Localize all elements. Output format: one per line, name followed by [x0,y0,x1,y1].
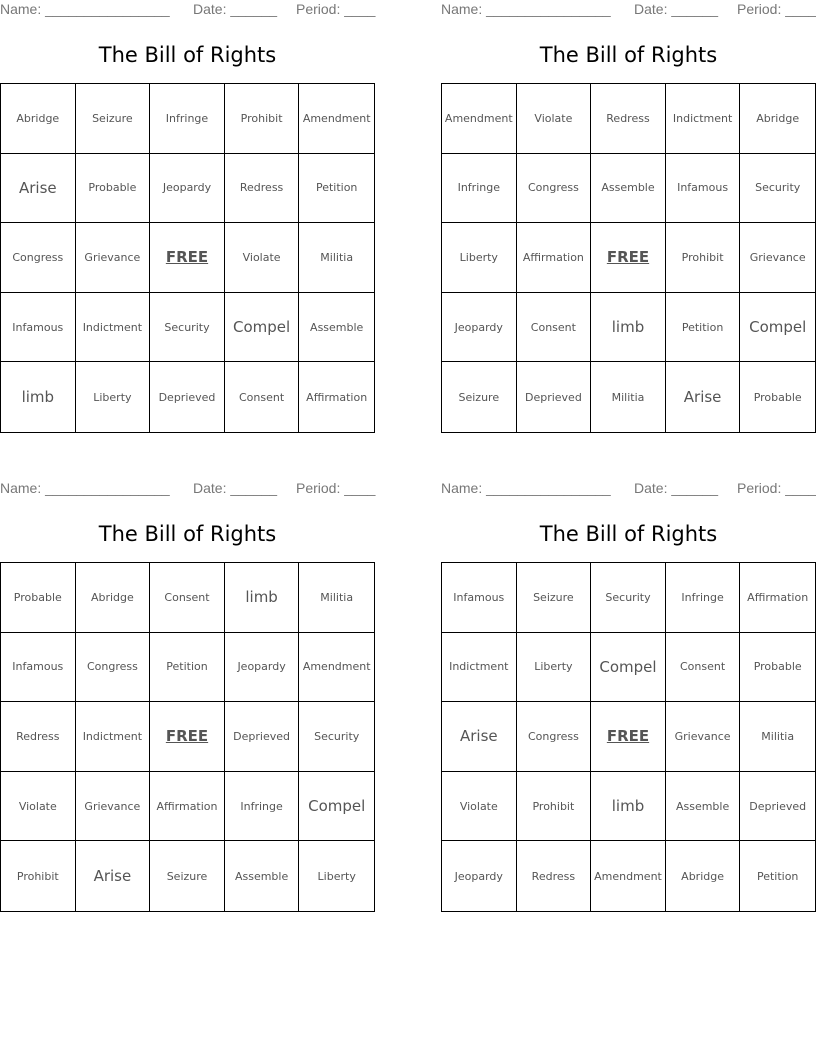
bingo-cell[interactable]: Violate [225,223,300,293]
bingo-cell[interactable]: Consent [666,633,741,703]
bingo-cell[interactable]: Seizure [76,84,151,154]
bingo-grid [0,562,375,912]
bingo-cell[interactable]: Infringe [666,563,741,633]
bingo-cell[interactable]: Compel [299,772,374,842]
bingo-cell[interactable]: Redress [517,841,592,911]
bingo-cell[interactable]: Congress [517,154,592,224]
bingo-cell[interactable]: Redress [1,702,76,772]
period-field[interactable]: Period: ____ [737,1,816,17]
bingo-cell[interactable]: Infamous [666,154,741,224]
bingo-cell[interactable]: Compel [740,293,815,363]
bingo-cell[interactable]: Infringe [442,154,517,224]
bingo-cell[interactable]: Consent [225,362,300,432]
date-field[interactable]: Date: ______ [634,480,719,496]
bingo-cell[interactable]: Infringe [225,772,300,842]
bingo-cell[interactable]: Liberty [317,869,356,883]
bingo-cell[interactable]: Jeopardy [150,154,225,224]
bingo-cell[interactable]: Militia [299,563,374,633]
bingo-cell[interactable]: Infringe [150,84,225,154]
bingo-cell[interactable]: Petition [666,293,741,363]
bingo-cell[interactable]: limb [591,772,666,842]
bingo-cell[interactable]: Prohibit [666,223,741,293]
bingo-cell[interactable]: Indictment [76,293,151,363]
bingo-cell[interactable]: Abridge [740,84,815,154]
bingo-cell[interactable]: Petition [756,869,799,883]
bingo-cell[interactable]: Probable [740,633,815,703]
bingo-cell[interactable]: Infamous [442,563,517,633]
bingo-cell[interactable]: Deprieved [517,362,592,432]
bingo-cell[interactable]: Abridge [76,563,151,633]
bingo-cell[interactable]: Amendment [591,841,666,911]
name-field[interactable]: Name: ________________ [441,480,611,496]
bingo-cell[interactable]: Security [299,702,374,772]
bingo-cell[interactable]: Assemble [666,772,741,842]
bingo-cell[interactable]: Security [150,293,225,363]
bingo-cell[interactable]: Assemble [225,841,300,911]
bingo-cell[interactable]: Jeopardy [442,841,517,911]
bingo-cell[interactable]: Grievance [740,223,815,293]
bingo-cell[interactable]: Abridge [666,841,741,911]
period-field[interactable]: Period: ____ [296,480,376,496]
bingo-cell[interactable]: Prohibit [225,84,300,154]
bingo-cell[interactable]: Assemble [591,154,666,224]
bingo-cell[interactable]: Grievance [76,223,151,293]
name-field[interactable]: Name: ________________ [0,1,170,17]
bingo-cell[interactable]: Amendment [299,84,374,154]
bingo-cell[interactable]: Security [591,563,666,633]
bingo-cell[interactable]: Militia [299,223,374,293]
bingo-cell[interactable]: Compel [591,633,666,703]
card-title: The Bill of Rights [539,43,718,67]
bingo-cell[interactable]: Consent [517,293,592,363]
bingo-cell[interactable]: Grievance [666,702,741,772]
bingo-cell[interactable]: Indictment [666,84,741,154]
bingo-cell[interactable]: Amendment [442,84,517,154]
date-field[interactable]: Date: ______ [634,1,719,17]
bingo-cell[interactable]: Redress [225,154,300,224]
bingo-cell[interactable]: Prohibit [1,841,76,911]
student-info-header [441,1,816,19]
bingo-cell[interactable]: Arise [666,362,741,432]
bingo-cell[interactable]: Arise [1,154,76,224]
bingo-cell[interactable]: Congress [76,633,151,703]
bingo-cell[interactable]: Arise [76,841,151,911]
bingo-cell[interactable]: Violate [1,772,76,842]
bingo-cell[interactable]: Liberty [442,223,517,293]
bingo-cell[interactable]: Consent [150,563,225,633]
bingo-grid [441,562,816,912]
name-field[interactable]: Name: ________________ [0,480,170,496]
free-space[interactable]: FREE [591,702,666,772]
card-title: The Bill of Rights [98,43,277,67]
student-info-header [0,1,380,19]
bingo-cell[interactable]: limb [225,563,300,633]
bingo-cell[interactable]: Prohibit [517,772,592,842]
bingo-cell[interactable]: Jeopardy [225,633,300,703]
card-title: The Bill of Rights [98,522,277,546]
bingo-cell[interactable]: Petition [150,633,225,703]
period-field[interactable]: Period: ____ [296,1,376,17]
bingo-cell[interactable]: Affirmation [517,223,592,293]
bingo-cell[interactable]: Deprieved [225,702,300,772]
bingo-cell[interactable]: Congress [517,702,592,772]
bingo-cell[interactable]: Indictment [76,702,151,772]
bingo-cell[interactable]: Indictment [442,633,517,703]
bingo-cell[interactable]: limb [591,293,666,363]
bingo-cell[interactable]: Seizure [517,563,592,633]
bingo-cell[interactable]: Affirmation [150,772,225,842]
bingo-grid [441,83,816,433]
bingo-cell[interactable]: Militia [740,702,815,772]
bingo-cell[interactable]: Seizure [150,841,225,911]
date-field[interactable]: Date: ______ [193,1,278,17]
bingo-cell[interactable]: limb [1,362,76,432]
bingo-cell[interactable]: Security [740,154,815,224]
bingo-cell[interactable]: Jeopardy [442,293,517,363]
bingo-grid [0,83,375,433]
bingo-cell[interactable]: Liberty [76,362,151,432]
card-title: The Bill of Rights [539,522,718,546]
bingo-cell[interactable]: Infamous [1,633,76,703]
bingo-cell[interactable]: Violate [517,84,592,154]
free-space[interactable]: FREE [150,223,225,293]
bingo-cell[interactable]: Petition [299,154,374,224]
bingo-cell[interactable]: Arise [442,702,517,772]
bingo-cell[interactable]: Assemble [299,293,374,363]
bingo-cell[interactable]: Violate [442,772,517,842]
bingo-cell[interactable]: Probable [76,154,151,224]
bingo-cell[interactable]: Grievance [76,772,151,842]
bingo-cell[interactable]: Compel [225,293,300,363]
bingo-cell[interactable]: Deprieved [150,362,225,432]
bingo-cell[interactable]: Deprieved [740,772,815,842]
period-field[interactable]: Period: ____ [737,480,816,496]
bingo-cell[interactable]: Probable [753,390,802,404]
bingo-cell[interactable]: Seizure [442,362,517,432]
bingo-cell[interactable]: Militia [591,362,666,432]
bingo-cell[interactable]: Affirmation [306,390,368,404]
bingo-cell[interactable]: Probable [1,563,76,633]
date-field[interactable]: Date: ______ [193,480,278,496]
student-info-header [0,480,380,498]
name-field[interactable]: Name: ________________ [441,1,611,17]
bingo-cell[interactable]: Amendment [299,633,374,703]
free-space[interactable]: FREE [150,702,225,772]
student-info-header [441,480,816,498]
bingo-cell[interactable]: Redress [591,84,666,154]
bingo-cell[interactable]: Congress [1,223,76,293]
bingo-cell[interactable]: Liberty [517,633,592,703]
free-space[interactable]: FREE [591,223,666,293]
bingo-cell[interactable]: Affirmation [740,563,815,633]
bingo-cell[interactable]: Abridge [1,84,76,154]
bingo-cell[interactable]: Infamous [1,293,76,363]
